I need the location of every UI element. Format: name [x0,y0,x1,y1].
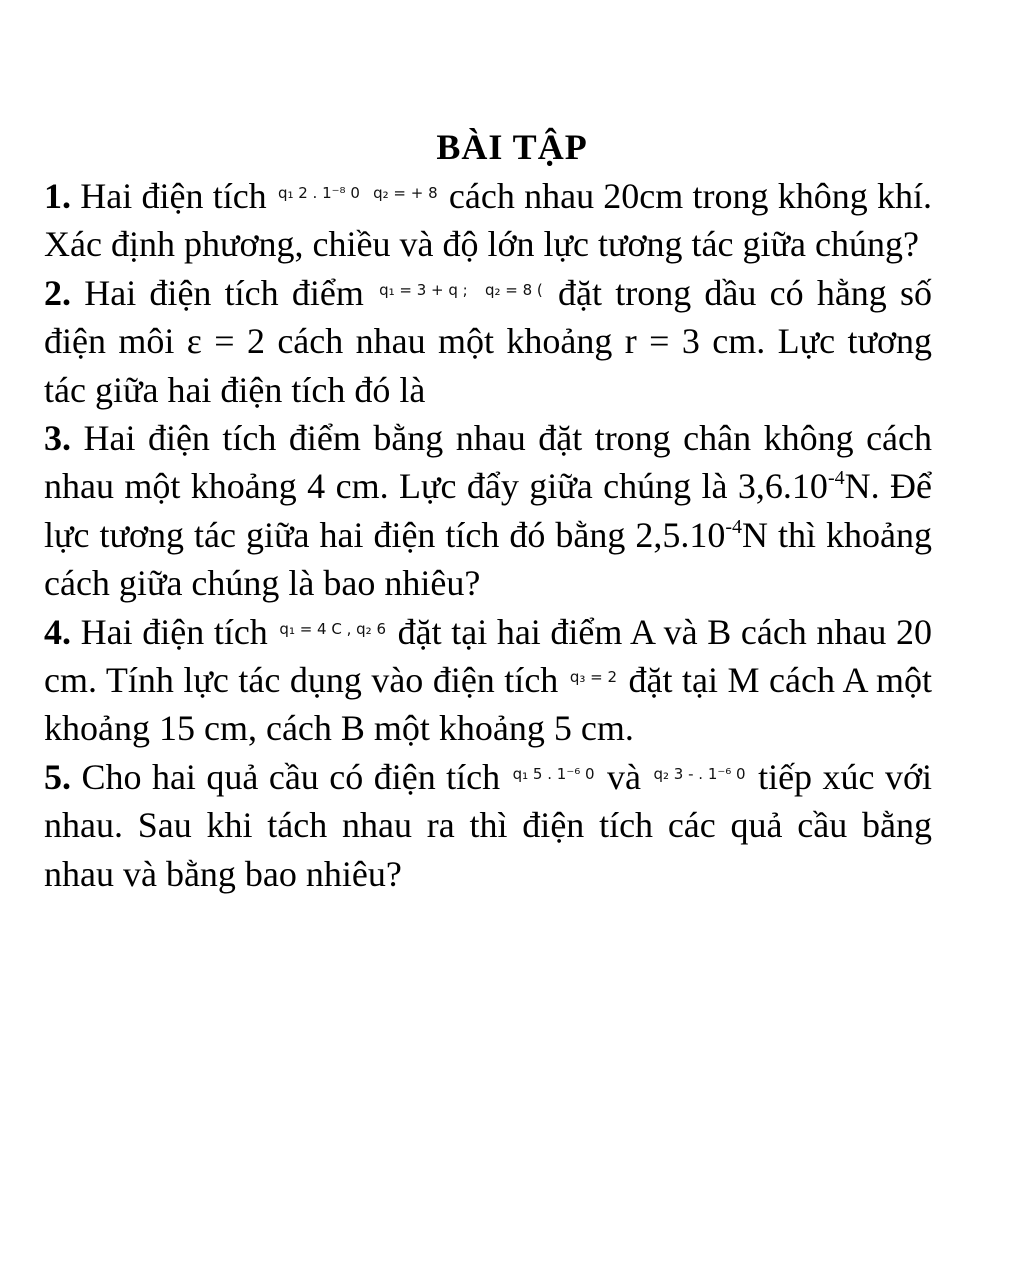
problem-text: đặt trong dầu có hằng số điện môi ε = 2 cách nhau một khoảng r = 3 cm. Lực tương tác giữa hai điện tích đó là [44,272,933,410]
problem-text: Hai điện tích [80,611,268,652]
problem-list [44,172,932,898]
problem-text: đặt tại M cách A một khoảng 15 cm, cách B một khoảng 5 cm. [44,660,933,749]
problem-number: 4. [44,611,71,652]
problem-text: Hai điện tích điểm bằng nhau đặt trong chân không cách nhau một khoảng 4 cm. Lực đẩy giữa chúng là 3,6.10 [44,418,933,507]
charge-formula: q₂ 3 - . 1⁻⁶ 0 [653,764,746,783]
problem-4 [44,608,932,753]
exponent: -4 [827,467,845,490]
charge-formula: q₁ = 3 + q ; [379,280,468,299]
exponent: -4 [725,515,743,538]
problem-2 [44,269,932,414]
problem-number: 1. [44,176,71,216]
problem-text: và [607,756,642,797]
problem-text: đặt tại hai điểm A và B cách nhau 20 cm. Tính lực tác dụng vào điện tích [44,611,933,701]
problem-number: 3. [44,418,71,459]
problem-text: tiếp xúc với nhau. Sau khi tách nhau ra thì điện tích các quả cầu bằng nhau và bằng bao nhiêu? [44,756,933,894]
problem-number: 5. [44,756,71,797]
charge-formula: q₁ = 4 C , q₂ 6 [279,619,386,638]
problem-1 [44,172,932,269]
problem-5 [44,753,932,898]
problem-text: N. Để lực tương tác giữa hai điện tích đó bằng 2,5.10 [44,466,932,555]
problem-text: Cho hai quả cầu có điện tích [81,756,501,797]
page-title: BÀI TẬP [436,127,588,167]
charge-formula: q₁ 2 . 1⁻⁸ 0 [277,184,360,202]
problem-text: N thì khoảng cách giữa chúng là bao nhiêu? [44,514,932,604]
problem-text: cách nhau 20cm trong không khí. Xác định phương, chiều và độ lớn lực tương tác giữa chúng? [44,176,933,265]
problem-3 [44,414,932,608]
problem-text: Hai điện tích điểm [84,272,364,313]
charge-formula: q₃ = 2 [569,668,617,687]
problem-text: Hai điện tích [80,176,267,216]
charge-formula: q₁ 5 . 1⁻⁶ 0 [512,764,595,783]
charge-formula: q₂ = 8 ( [484,280,543,299]
problem-number: 2. [44,272,71,313]
charge-formula: q₂ = + 8 [373,184,438,202]
